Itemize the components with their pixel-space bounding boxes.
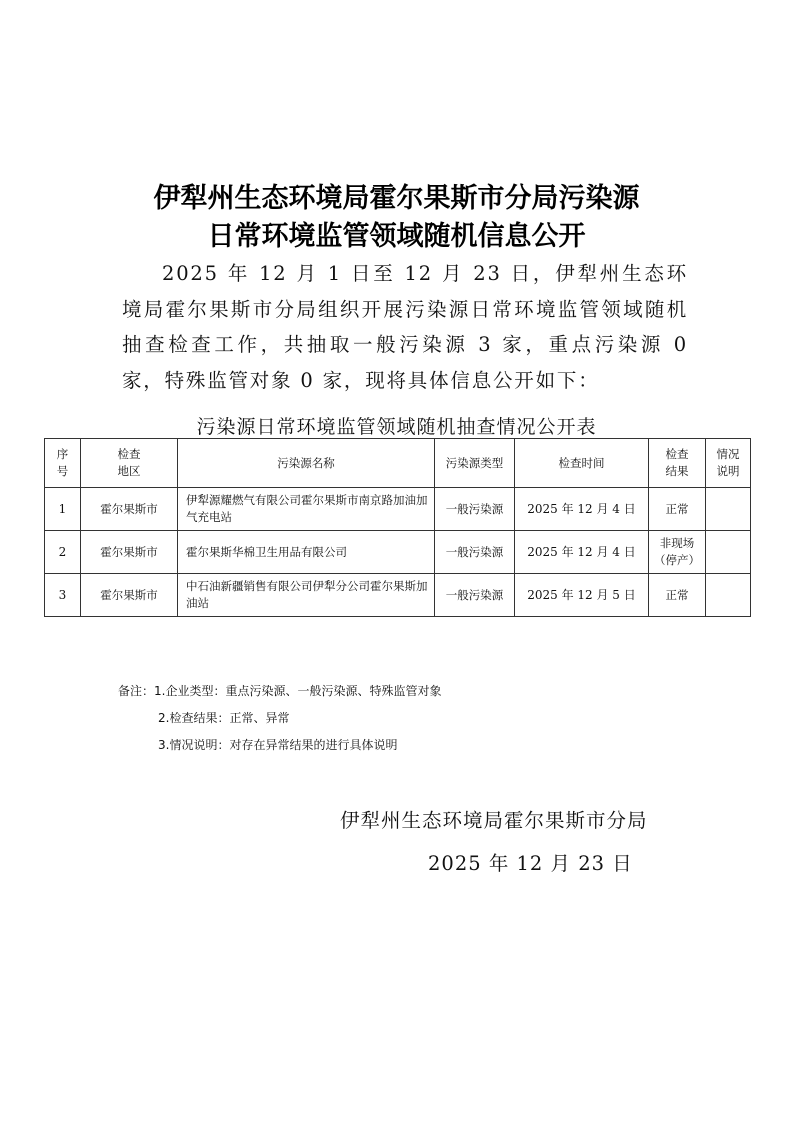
- cell-name: 中石油新疆销售有限公司伊犁分公司霍尔果斯加油站: [178, 574, 435, 617]
- intro-paragraph: 2025 年 12 月 1 日至 12 月 23 日，伊犁州生态环境局霍尔果斯市分局组织开展污染源日常环境监管领域随机抽查检查工作，共抽取一般污染源 3 家，重点污染源 0 家，特殊监管对象 0 家，现将具体信息公开如下：: [122, 262, 688, 392]
- cell-name: 伊犁源耀燃气有限公司霍尔果斯市南京路加油加气充电站: [178, 488, 435, 531]
- cell-region: 霍尔果斯市: [81, 488, 178, 531]
- cell-time: 2025 年 12 月 5 日: [515, 574, 649, 617]
- cell-result: 正常: [649, 574, 706, 617]
- cell-result: 正常: [649, 488, 706, 531]
- cell-remark: [706, 531, 751, 574]
- header-time: 检查时间: [515, 439, 649, 488]
- inspection-table: [44, 438, 751, 617]
- signature-date: 2025 年 12 月 23 日: [428, 852, 633, 875]
- cell-index: 3: [45, 574, 81, 617]
- cell-time: 2025 年 12 月 4 日: [515, 531, 649, 574]
- table-row: [45, 574, 751, 617]
- cell-region: 霍尔果斯市: [81, 574, 178, 617]
- cell-type: 一般污染源: [435, 488, 515, 531]
- header-name: 污染源名称: [178, 439, 435, 488]
- header-index: 序 号: [45, 439, 81, 488]
- note-item: 3.情况说明：对存在异常结果的进行具体说明: [158, 738, 398, 752]
- notes-label: 备注：: [118, 684, 155, 698]
- cell-name: 霍尔果斯华棉卫生用品有限公司: [178, 531, 435, 574]
- header-type: 污染源类型: [435, 439, 515, 488]
- table-caption: 污染源日常环境监管领域随机抽查情况公开表: [196, 416, 597, 438]
- note-item: 备注：1.企业类型：重点污染源、一般污染源、特殊监管对象: [118, 684, 442, 698]
- cell-index: 2: [45, 531, 81, 574]
- header-result: 检查 结果: [649, 439, 706, 488]
- notes-block: [118, 684, 441, 765]
- header-remark: 情况 说明: [706, 439, 751, 488]
- document-title-line2: 日常环境监管领域随机信息公开: [207, 221, 586, 252]
- cell-region: 霍尔果斯市: [81, 531, 178, 574]
- cell-index: 1: [45, 488, 81, 531]
- document-title-line1: 伊犁州生态环境局霍尔果斯市分局污染源: [153, 183, 640, 214]
- note-item: 2.检查结果：正常、异常: [158, 711, 290, 725]
- cell-result: 非现场 （停产）: [649, 531, 706, 574]
- cell-time: 2025 年 12 月 4 日: [515, 488, 649, 531]
- cell-type: 一般污染源: [435, 531, 515, 574]
- signature-org: 伊犁州生态环境局霍尔果斯市分局: [340, 809, 648, 832]
- table-row: [45, 488, 751, 531]
- cell-type: 一般污染源: [435, 574, 515, 617]
- table-header-row: [45, 439, 751, 488]
- cell-remark: [706, 574, 751, 617]
- table-row: [45, 531, 751, 574]
- cell-remark: [706, 488, 751, 531]
- header-region: 检查 地区: [81, 439, 178, 488]
